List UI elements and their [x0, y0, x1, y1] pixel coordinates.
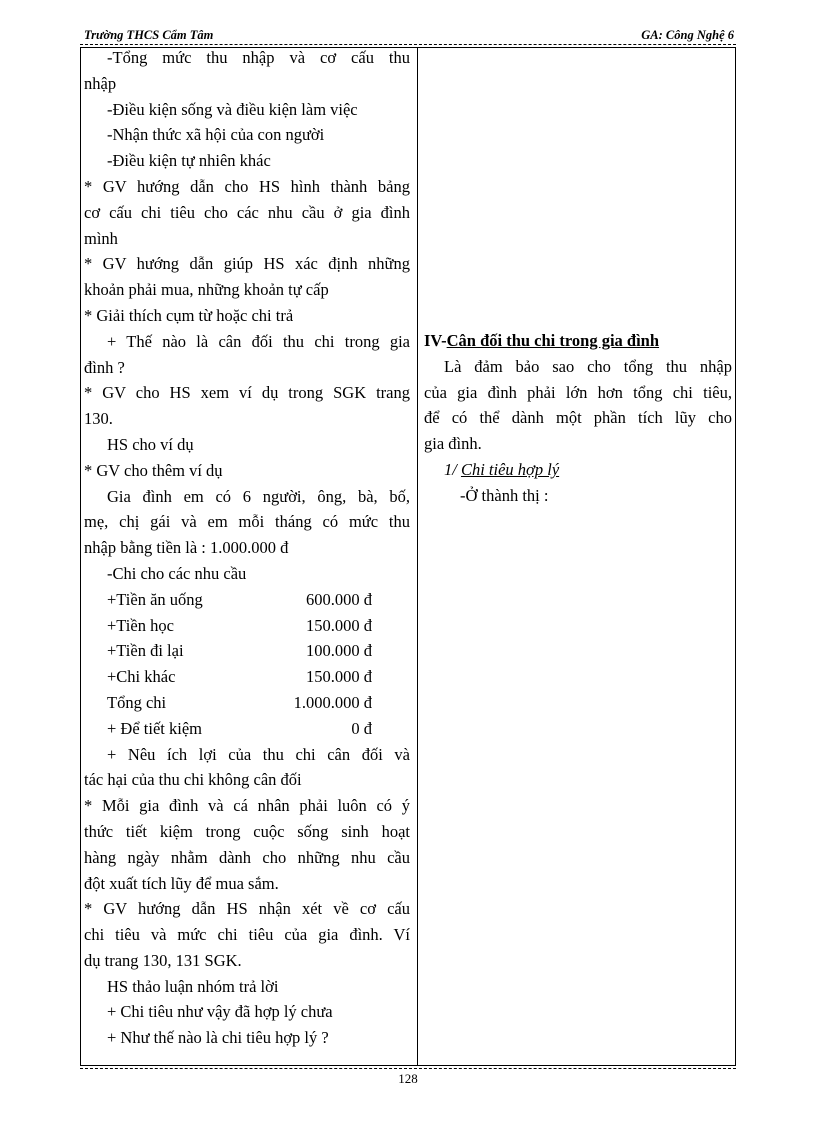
- text-line: * Mỗi gia đình và cá nhân phải luôn có ý: [84, 796, 410, 816]
- text-line: * Giải thích cụm từ hoặc chi trả: [84, 305, 294, 325]
- text-line: -Điều kiện tự nhiên khác: [107, 151, 271, 171]
- section-title: Cân đối thu chi trong gia đình: [446, 331, 660, 350]
- table-bottom-border: [80, 1065, 736, 1066]
- text-line: + Chi tiêu như vậy đã hợp lý chưa: [107, 1002, 333, 1022]
- text-line: * GV cho HS xem ví dụ trong SGK trang: [84, 383, 410, 403]
- expense-total-row: [84, 690, 410, 716]
- subsection-heading: [424, 457, 732, 483]
- text-line: khoản phải mua, những khoản tự cấp: [84, 280, 329, 300]
- text-line: + Như thế nào là chi tiêu hợp lý ?: [107, 1028, 329, 1048]
- footer-rule: [80, 1068, 736, 1069]
- expense-label: +Tiền đi lại: [107, 641, 184, 661]
- text-line: HS thảo luận nhóm trả lời: [107, 976, 279, 996]
- text-line: -Tổng mức thu nhập và cơ cấu thu: [107, 48, 410, 67]
- text-line: mình: [84, 228, 118, 248]
- text-line: + Nêu ích lợi của thu chi cân đối và: [107, 744, 410, 764]
- text-line: Là đảm bảo sao cho tổng thu nhập: [444, 356, 732, 376]
- text-line: * GV hướng dẫn cho HS hình thành bảng: [84, 176, 410, 196]
- text-line: hàng ngày nhằm dành cho những nhu cầu: [84, 847, 410, 867]
- text-line: 130.: [84, 409, 113, 429]
- text-line: cơ cấu chi tiêu cho các nhu cầu ở gia đình: [84, 202, 410, 222]
- text-line: -Điều kiện sống và điều kiện làm việc: [107, 99, 358, 119]
- expense-amount: 1.000.000 đ: [293, 692, 372, 712]
- text-line: * GV hướng dẫn giúp HS xác định những: [84, 254, 410, 274]
- content-column: [424, 328, 732, 509]
- text-line: gia đình.: [424, 434, 482, 454]
- text-line: thức tiết kiệm trong cuộc sống sinh hoạt: [84, 821, 410, 841]
- expense-row: [84, 638, 410, 664]
- text-line: của gia đình phải lớn hơn tổng chi tiêu,: [424, 382, 732, 402]
- expense-row: [84, 613, 410, 639]
- expense-amount: 150.000 đ: [306, 667, 372, 687]
- section-heading: [424, 328, 732, 354]
- text-line: -Ở thành thị :: [460, 485, 549, 505]
- text-line: Gia đình em có 6 người, ông, bà, bố,: [107, 486, 410, 506]
- text-line: * GV hướng dẫn HS nhận xét về cơ cấu: [84, 899, 410, 919]
- subsection-title: Chi tiêu hợp lý: [460, 459, 560, 479]
- teacher-activities-column: [84, 45, 410, 1051]
- expense-amount: 600.000 đ: [306, 589, 372, 609]
- text-line: -Chi cho các nhu cầu: [107, 563, 247, 583]
- text-line: nhập bằng tiền là : 1.000.000 đ: [84, 538, 289, 558]
- subject-label: GA: Công Nghệ 6: [641, 28, 734, 42]
- school-name: Trường THCS Cẩm Tâm: [84, 28, 214, 42]
- expense-label: Tổng chi: [107, 692, 167, 712]
- expense-amount: 0 đ: [351, 718, 372, 738]
- text-line: nhập: [84, 73, 117, 93]
- expense-amount: 150.000 đ: [306, 615, 372, 635]
- text-line: đình ?: [84, 357, 125, 377]
- text-line: đột xuất tích lũy để mua sắm.: [84, 873, 279, 893]
- text-line: để có thể dành một phần tích lũy cho: [424, 408, 732, 428]
- text-line: tác hại của thu chi không cân đối: [84, 770, 302, 790]
- expense-row: [84, 664, 410, 690]
- text-line: + Thế nào là cân đối thu chi trong gia: [107, 331, 410, 351]
- expense-label: + Để tiết kiệm: [107, 718, 202, 738]
- page-header: [80, 28, 736, 44]
- text-line: * GV cho thêm ví dụ: [84, 460, 223, 480]
- text-line: chi tiêu và mức chi tiêu của gia đình. Ví: [84, 925, 410, 945]
- text-line: HS cho ví dụ: [107, 434, 194, 454]
- expense-label: +Tiền học: [107, 615, 174, 635]
- page-number: 128: [398, 1071, 418, 1086]
- expense-row: [84, 587, 410, 613]
- text-line: dụ trang 130, 131 SGK.: [84, 950, 242, 970]
- column-divider: [417, 47, 418, 1065]
- text-line: mẹ, chị gái và em mỗi tháng có mức thu: [84, 512, 410, 532]
- text-line: -Nhận thức xã hội của con người: [107, 125, 325, 145]
- subsection-number: 1/: [444, 459, 457, 479]
- section-number: IV-: [424, 331, 447, 350]
- expense-label: +Chi khác: [107, 667, 176, 687]
- expense-label: +Tiền ăn uống: [107, 589, 203, 609]
- expense-amount: 100.000 đ: [306, 641, 372, 661]
- expense-row: [84, 716, 410, 742]
